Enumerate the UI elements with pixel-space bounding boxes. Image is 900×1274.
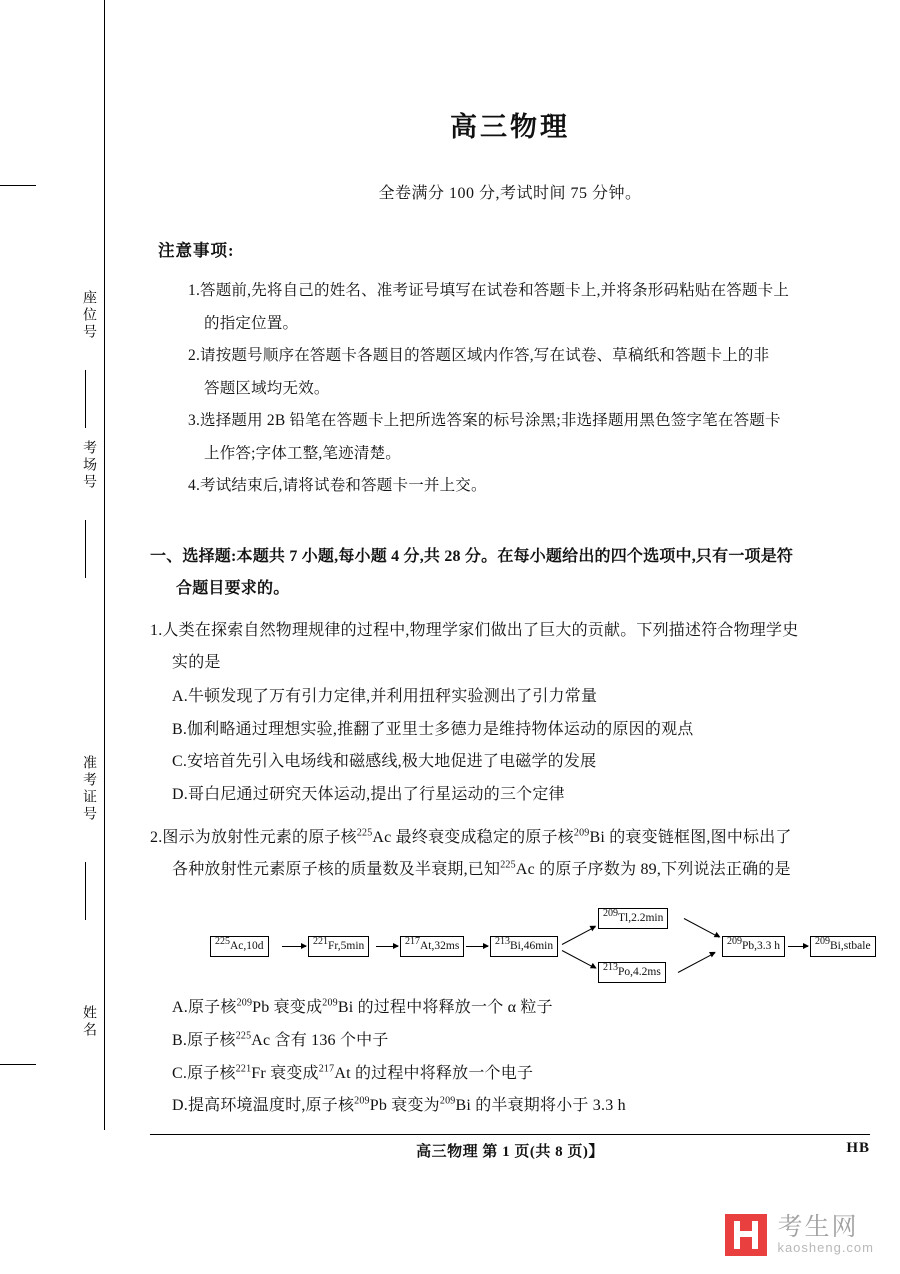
question-2-option-b: [172, 1025, 870, 1058]
decay-node-tl209-sup: 209: [603, 908, 618, 920]
decay-node-bi213-label: Bi,46min: [510, 940, 554, 953]
question-2-option-d-sup1: 209: [354, 1096, 370, 1108]
question-2-option-a-part2: Pb 衰变成: [252, 999, 323, 1017]
question-2-stem-line2: [172, 854, 870, 886]
decay-node-tl209: [598, 908, 668, 929]
question-2-stem-sup-2: 209: [573, 827, 590, 839]
question-2-stem-sup-3: 225: [500, 859, 516, 871]
footer-rule: [150, 1134, 870, 1135]
notice-item-4: [188, 470, 870, 503]
question-2-option-c-part3: At 的过程中将释放一个电子: [334, 1064, 534, 1082]
question-1-option-a: A.牛顿发现了万有引力定律,并利用扭秤实验测出了引力常量: [172, 687, 598, 705]
section-heading-choice: [150, 541, 870, 605]
question-1-option-d: D.哥白尼通过研究天体运动,提出了行星运动的三个定律: [172, 786, 565, 804]
notice-item-3-line2: 上作答;字体工整,笔迹清楚。: [204, 444, 401, 462]
watermark-name-cn: 考生网: [777, 1214, 859, 1242]
decay-node-ac225-label: Ac,10d: [230, 940, 264, 953]
decay-node-bi213-sup: 213: [495, 936, 510, 948]
page-title: 高三物理: [450, 112, 570, 142]
question-2-option-a-sup1: 209: [236, 997, 253, 1009]
question-2-stem-line2-b: Ac 的原子序数为 89,下列说法正确的是: [515, 861, 791, 879]
decay-arrow-4: [788, 946, 808, 947]
decay-node-at217: [400, 936, 464, 957]
decay-node-fr221: [308, 936, 369, 957]
watermark-logo-bar: [752, 1221, 758, 1249]
question-2-stem-line1-a: 2.图示为放射性元素的原子核: [150, 829, 357, 847]
section-heading-line1: 一、选择题:本题共 7 小题,每小题 4 分,共 28 分。在每小题给出的四个选项中,只有一项是符: [150, 547, 794, 565]
question-2-option-a: [172, 992, 870, 1025]
decay-node-fr221-sup: 221: [313, 936, 328, 948]
decay-node-pb209-label: Pb,3.3 h: [742, 940, 781, 953]
notice-item-2-line2: 答题区域均无效。: [204, 379, 330, 397]
seal-field-seat-number: 座位号: [81, 290, 96, 341]
decay-node-bi209-sup: 209: [815, 936, 830, 948]
section-heading-line2: 合题目要求的。: [176, 579, 290, 597]
decay-node-bi209: [810, 936, 876, 957]
seal-field-room-number: 考场号: [81, 440, 96, 491]
decay-chain-diagram: [210, 900, 871, 986]
question-2-stem-line1-c: Bi 的衰变链框图,图中标出了: [589, 829, 792, 847]
seal-field-rule-1: [85, 370, 86, 428]
watermark: [725, 1214, 874, 1256]
notice-item-1-line2: 的指定位置。: [204, 314, 299, 332]
decay-arrow-merge-down: [678, 952, 716, 973]
question-2-stem-line1-b: Ac 最终衰变成稳定的原子核: [372, 829, 574, 847]
notice-item-4-line1: 4.考试结束后,请将试卷和答题卡一并上交。: [188, 477, 487, 495]
question-2-option-c-sup1: 221: [235, 1063, 252, 1075]
question-2-option-c-part2: Fr 衰变成: [251, 1064, 319, 1082]
question-2-option-a-part1: A.原子核: [172, 999, 237, 1017]
question-2-option-c-part1: C.原子核: [172, 1064, 236, 1082]
footer-page-indicator: 高三物理 第 1 页(共 8 页)】: [416, 1144, 604, 1160]
decay-arrow-2: [376, 946, 398, 947]
question-2-options: [150, 992, 870, 1123]
question-2-stem: [150, 822, 870, 886]
seal-horizontal-rule-bottom: [0, 1064, 36, 1065]
decay-arrow-branch-up: [562, 926, 596, 945]
notice-item-1: [188, 275, 870, 340]
question-2-option-a-part3: Bi 的过程中将释放一个 α 粒子: [337, 999, 553, 1017]
notice-item-1-line1: 1.答题前,先将自己的姓名、准考证号填写在试卷和答题卡上,并将条形码粘贴在答题卡上: [188, 282, 790, 299]
notice-item-2-line1: 2.请按题号顺序在答题卡各题目的答题区域内作答,写在试卷、草稿纸和答题卡上的非: [188, 347, 770, 365]
question-2-option-d-part2: Pb 衰变为: [369, 1097, 440, 1115]
seal-vertical-rule: [104, 0, 105, 1130]
decay-node-pb209: [722, 936, 785, 957]
question-2-option-a-sup2: 209: [322, 997, 338, 1009]
decay-arrow-1: [282, 946, 306, 947]
question-1-option-b: B.伽利略通过理想实验,推翻了亚里士多德力是维持物体运动的原因的观点: [172, 720, 694, 738]
seal-field-rule-3: [85, 862, 86, 920]
decay-node-ac225-sup: 225: [215, 936, 230, 948]
watermark-name-en: kaosheng.com: [777, 1240, 874, 1256]
decay-node-bi213: [490, 936, 558, 957]
decay-node-bi209-label: Bi,stbale: [830, 940, 871, 953]
decay-arrow-branch-down: [562, 950, 596, 969]
question-2-option-b-sup1: 225: [235, 1030, 252, 1042]
decay-node-po213-sup: 213: [603, 962, 618, 974]
question-1-stem-line2: 实的是: [172, 653, 221, 671]
question-2-option-b-part1: B.原子核: [172, 1031, 236, 1049]
seal-horizontal-rule-top: [0, 185, 36, 186]
question-2-option-d-part1: D.提高环境温度时,原子核: [172, 1097, 355, 1115]
question-2-option-d-part3: Bi 的半衰期将小于 3.3 h: [455, 1097, 626, 1115]
seal-strip: [0, 0, 112, 1274]
seal-field-rule-2: [85, 520, 86, 578]
question-2-option-d-sup2: 209: [439, 1096, 456, 1108]
decay-node-tl209-label: Tl,2.2min: [618, 912, 664, 925]
notice-item-3: [188, 405, 870, 470]
decay-node-at217-label: At,32ms: [420, 940, 460, 953]
question-2-stem-sup-1: 225: [356, 827, 373, 839]
notice-list: [150, 275, 870, 503]
question-2-stem-line2-a: 各种放射性元素原子核的质量数及半衰期,已知: [172, 861, 501, 879]
question-1-options: [150, 681, 870, 812]
question-1-stem-line1: 1.人类在探索自然物理规律的过程中,物理学家们做出了巨大的贡献。下列描述符合物理学史: [150, 621, 799, 639]
footer-code: HB: [846, 1140, 870, 1156]
question-2-option-c-sup2: 217: [318, 1063, 335, 1075]
decay-arrow-merge-up: [684, 918, 720, 938]
question-2-option-d: [172, 1090, 870, 1123]
watermark-logo-icon: [725, 1214, 767, 1256]
decay-node-fr221-label: Fr,5min: [328, 940, 365, 953]
decay-node-po213: [598, 962, 666, 983]
notice-item-3-line1: 3.选择题用 2B 铅笔在答题卡上把所选答案的标号涂黑;非选择题用黑色签字笔在答题卡: [188, 412, 781, 430]
decay-node-po213-label: Po,4.2ms: [618, 966, 661, 979]
page-footer: [150, 1140, 870, 1161]
seal-field-name: 姓名: [81, 1005, 96, 1039]
question-2-option-b-part2: Ac 含有 136 个中子: [251, 1031, 389, 1049]
decay-node-ac225: [210, 936, 269, 957]
exam-subtitle: 全卷满分 100 分,考试时间 75 分钟。: [378, 185, 642, 202]
decay-node-at217-sup: 217: [405, 936, 420, 948]
watermark-text: [777, 1215, 874, 1255]
question-1-option-c: C.安培首先引入电场线和磁感线,极大地促进了电磁学的发展: [172, 753, 597, 771]
notice-heading: 注意事项:: [158, 241, 235, 260]
seal-field-exam-id: 准考证号: [81, 755, 96, 823]
question-1-stem: [150, 615, 870, 679]
notice-item-2: [188, 340, 870, 405]
decay-node-pb209-sup: 209: [727, 936, 742, 948]
paper-content: [150, 0, 870, 1274]
decay-arrow-3: [466, 946, 488, 947]
question-2-option-c: [172, 1058, 870, 1091]
